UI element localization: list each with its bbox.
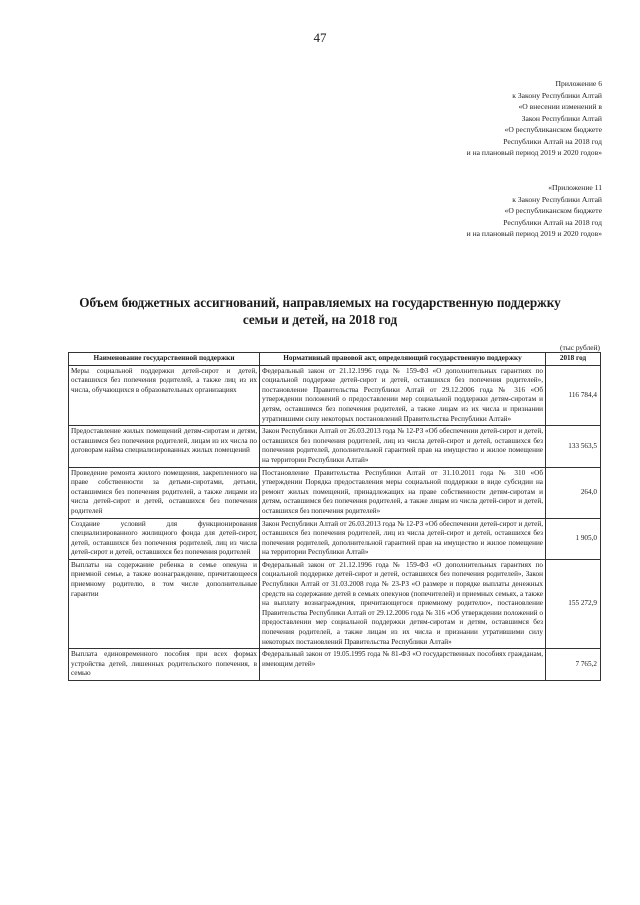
appendix-line: «Приложение 11 [548, 183, 602, 192]
support-name: Создание условий для функционирования специализированного жилищного фонда для детей-сирот, детей, оставшихся без попечения родителей, лиц из числа детей-сирот и детей, оставшихся без попечения родителей [69, 518, 260, 559]
appendix-line: Республики Алтай на 2018 год [503, 217, 602, 227]
table-row [69, 467, 601, 518]
page-number: 47 [313, 30, 327, 45]
appendix-line: и на плановый период 2019 и 2020 годов» [466, 148, 602, 157]
table-row [69, 365, 601, 426]
table-row [69, 426, 601, 467]
amount-value: 116 784,4 [546, 365, 601, 426]
appendix-line: Закон Республики Алтай [521, 113, 602, 123]
appendix-line: к Закону Республики Алтай [512, 90, 602, 100]
appendix-6-heading [467, 78, 602, 159]
support-name: Проведение ремонта жилого помещения, закрепленного на праве собственности за детьми-сиротами, детьми, оставшимися без попечения родителей, а также лицами из числа детей-сирот и детей, оставшихся без попечения родителей [69, 467, 260, 518]
legal-act: Закон Республики Алтай от 26.03.2013 года № 12-РЗ «Об обеспечении детей-сирот и детей, оставшихся без попечения родителей, лиц из числа детей-сирот и детей, оставшихся без попечения родителей, дополнительной гарантией прав на имущество и жилое помещение на территории Республики Алтай» [260, 426, 546, 467]
appendix-line: «О внесении изменений в [518, 102, 602, 111]
amount-value: 1 905,0 [546, 518, 601, 559]
support-name: Выплата единовременного пособия при всех формах устройства детей, лишенных родительского попечения, в семью [69, 649, 260, 681]
appendix-line: «О республиканском бюджете [504, 125, 602, 134]
legal-act: Федеральный закон от 21.12.1996 года № 159-ФЗ «О дополнительных гарантиях по социальной поддержке детей-сирот и детей, оставшихся без попечения родителей», постановление Правительства Республики Алтай от 29.12.2006 года № 316 «Об утверждении положений о предоставлении мер социальной поддержки детям-сиротам и детям, оставшимся без попечения родителей, а также лицам из их числа и признании утратившими силу некоторых постановлений Правительства Республики Алтай» [260, 365, 546, 426]
appendix-11-heading [467, 182, 602, 240]
header-act: Нормативный правовой акт, определяющий государственную поддержку [260, 353, 546, 366]
table-row [69, 649, 601, 681]
support-table [68, 352, 601, 681]
support-name: Предоставление жилых помещений детям-сиротам и детям, оставшимся без попечения родителей, лицам из их числа по договорам найма специализированных жилых помещений [69, 426, 260, 467]
appendix-line: к Закону Республики Алтай [512, 194, 602, 204]
appendix-line: и на плановый период 2019 и 2020 годов» [466, 229, 602, 238]
support-name: Выплаты на содержание ребенка в семье опекуна и приемной семье, а также вознаграждение, причитающееся приемному родителю, в том числе дополнительные гарантии [69, 559, 260, 648]
appendix-line: Приложение 6 [555, 79, 602, 88]
legal-act: Закон Республики Алтай от 26.03.2013 года № 12-РЗ «Об обеспечении детей-сирот и детей, оставшихся без попечения родителей, лиц из числа детей-сирот и детей, оставшихся без попечения родителей, дополнительной гарантией прав на имущество и жилое помещение на территории Республики Алтай» [260, 518, 546, 559]
header-name: Наименование государственной поддержки [69, 353, 260, 366]
appendix-line: «О республиканском бюджете [504, 206, 602, 215]
appendix-line: Республики Алтай на 2018 год [503, 136, 602, 146]
amount-value: 7 765,2 [546, 649, 601, 681]
table-header-row [69, 353, 601, 366]
legal-act: Федеральный закон от 21.12.1996 года № 159-ФЗ «О дополнительных гарантиях по социальной поддержке детей-сирот и детей, оставшихся без попечения родителей», Закон Республики Алтай от 31.03.2008 года № 23-РЗ «О размере и порядке выплаты денежных средств на содержание детей в семьях опекунов (попечителей) и приемных семьях, а также на выплату вознаграждения, причитающегося приемному родителю», постановление Правительства Республики Алтай от 29.12.2006 года № 316 «Об утверждении положений о предоставлении мер социальной поддержки детям-сиротам и детям, оставшимся без попечения родителей, а также лицам из их числа и признании утратившими силу некоторых постановлений Правительства Республики Алтай» [260, 559, 546, 648]
units-note: (тыс рублей) [560, 343, 600, 352]
document-title: Объем бюджетных ассигнований, направляемых на государственную поддержку семьи и детей, на 2018 год [79, 295, 561, 327]
amount-value: 133 563,5 [546, 426, 601, 467]
table-row [69, 559, 601, 648]
header-year: 2018 год [546, 353, 601, 366]
table-row [69, 518, 601, 559]
amount-value: 264,0 [546, 467, 601, 518]
support-name: Меры социальной поддержки детей-сирот и детей, оставшихся без попечения родителей, а также лиц из их числа, обучающихся в образовательных организациях [69, 365, 260, 426]
amount-value: 155 272,9 [546, 559, 601, 648]
legal-act: Федеральный закон от 19.05.1995 года № 81-ФЗ «О государственных пособиях гражданам, имеющим детей» [260, 649, 546, 681]
legal-act: Постановление Правительства Республики Алтай от 31.10.2011 года № 310 «Об утверждении Порядка предоставления меры социальной поддержки в виде субсидии на ремонт жилых помещений, принадлежащих на праве собственности детям-сиротам и детям, оставшимся без попечения родителей, а также лицам из числа детей-сирот и детей, оставшихся без попечения родителей» [260, 467, 546, 518]
